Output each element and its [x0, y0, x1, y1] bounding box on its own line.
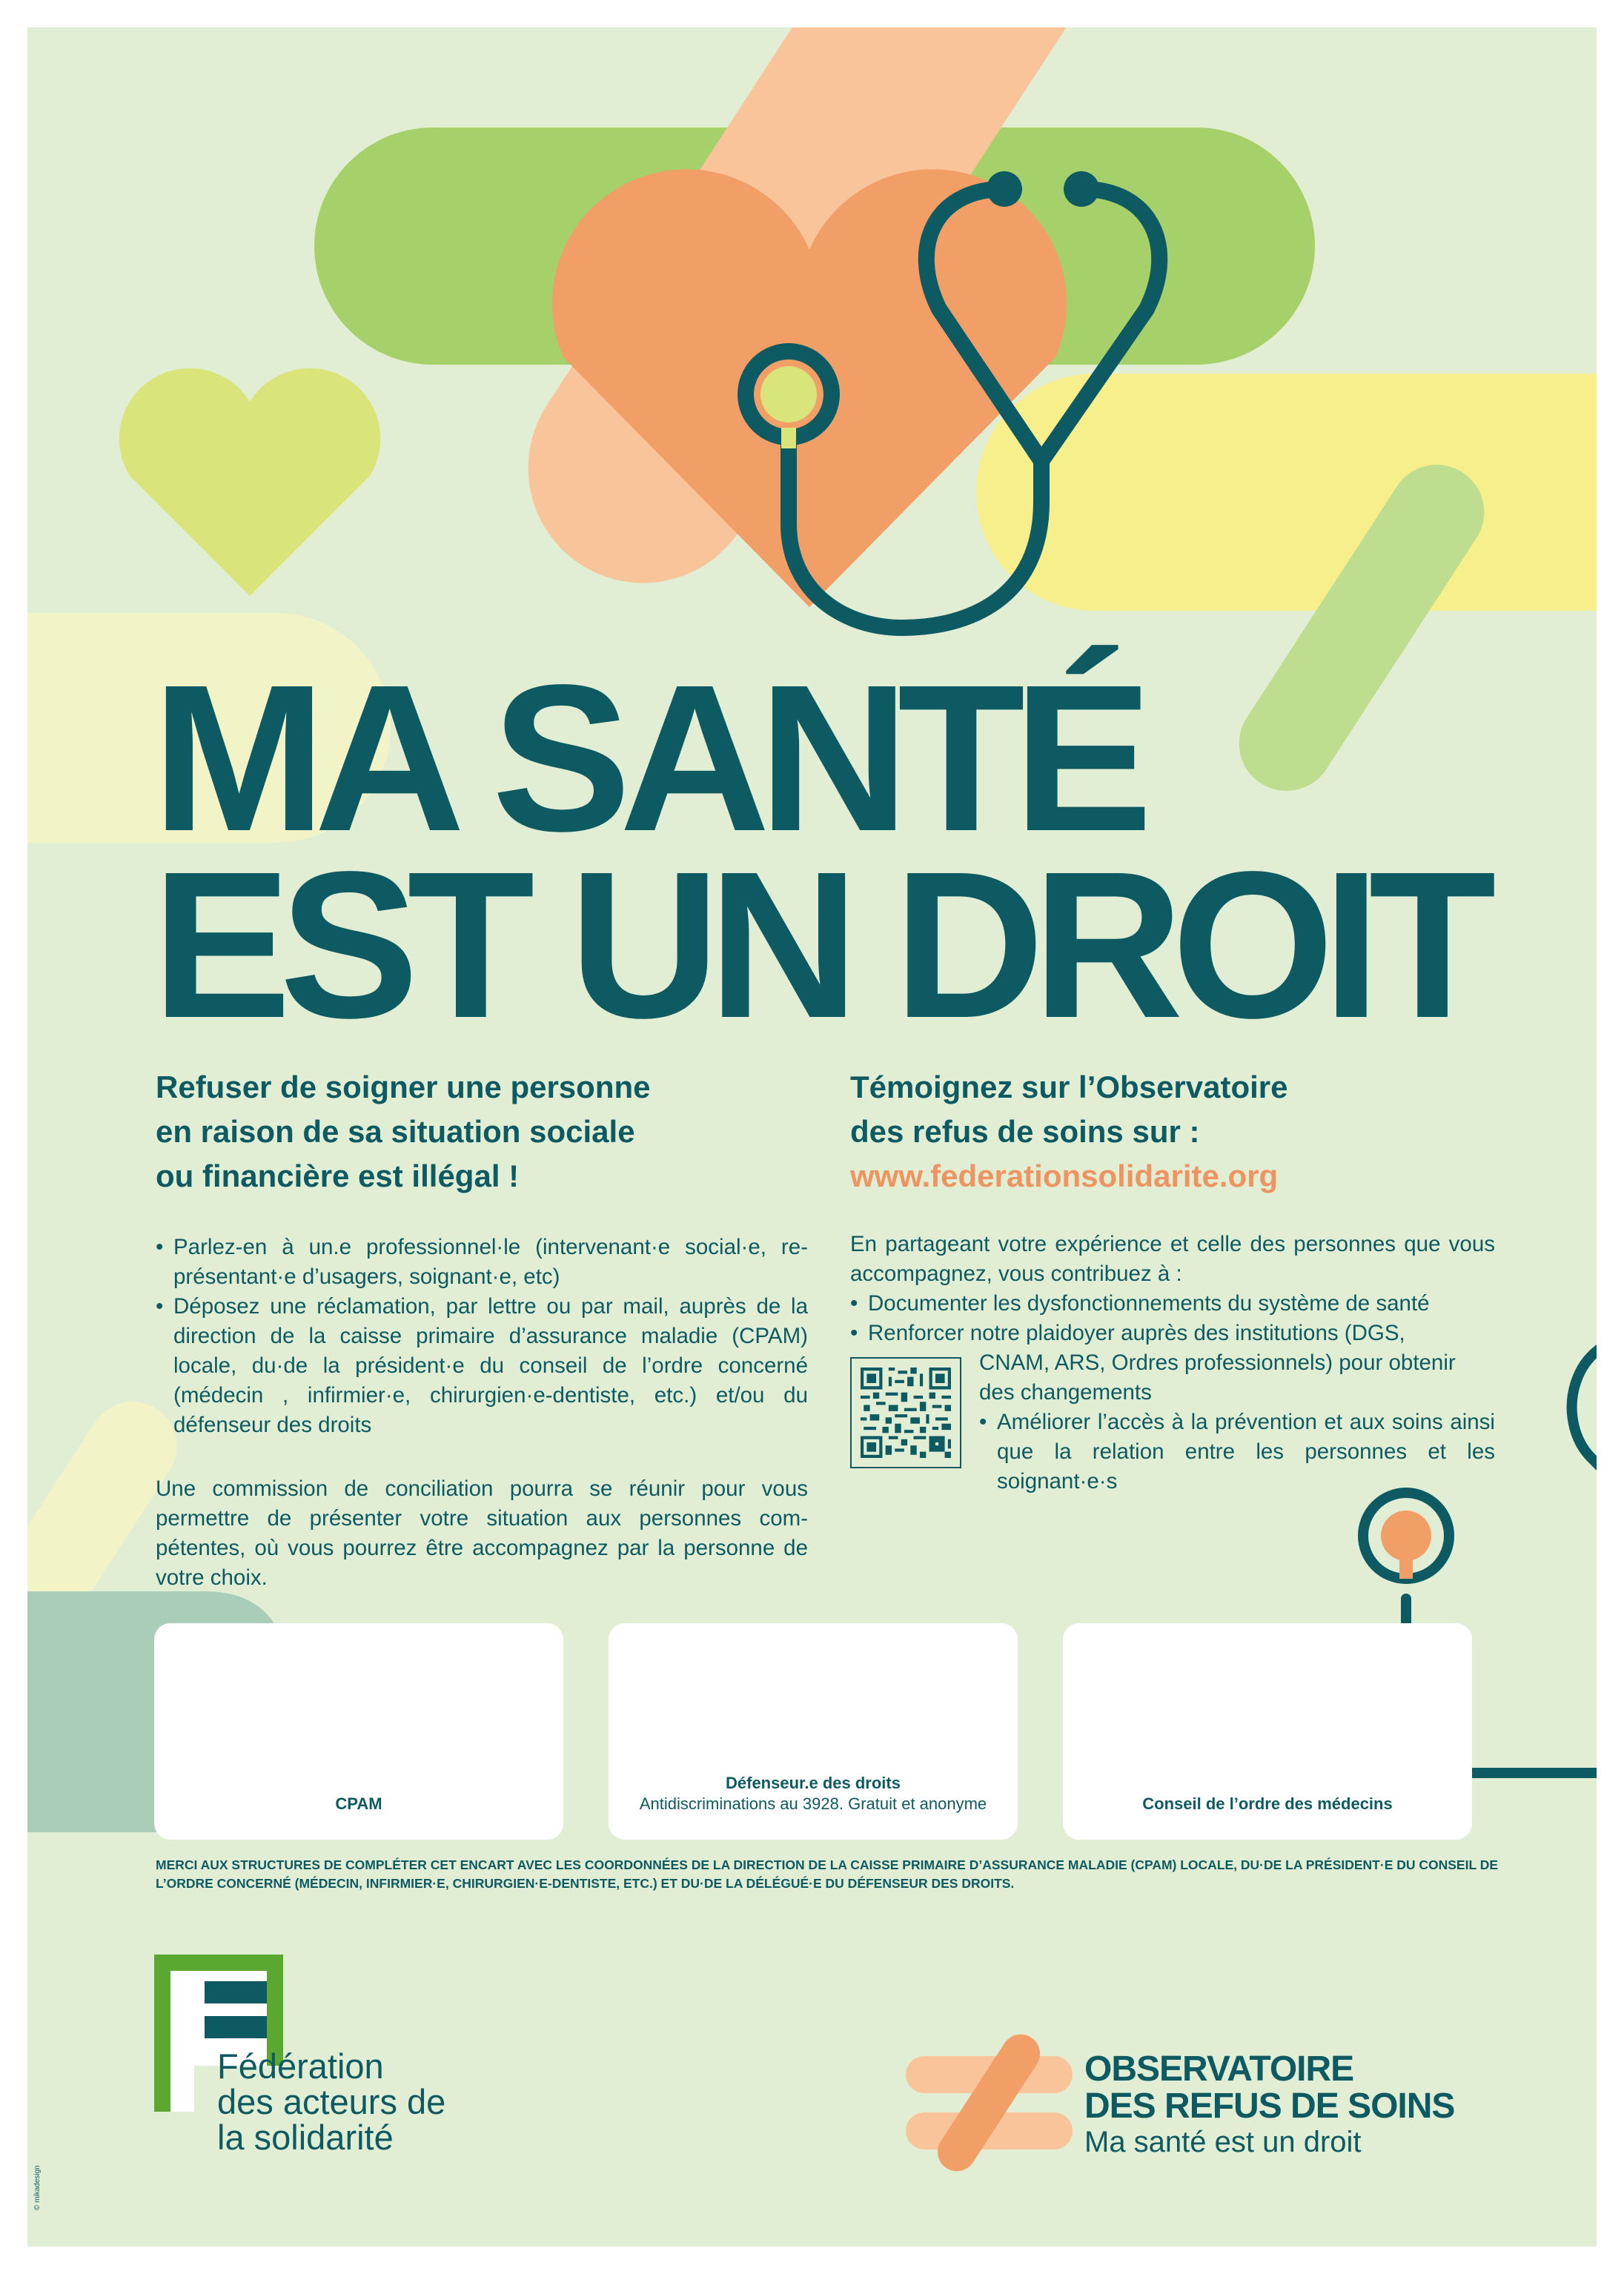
- box-title: Défenseur.e des droits: [726, 1774, 901, 1792]
- box-subtitle: Antidiscriminations au 3928. Gratuit et anonyme: [639, 1794, 987, 1813]
- observatoire-line-2: DES REFUS DE SOINS: [1084, 2086, 1455, 2126]
- list-item: • Déposez une réclamation, par lettre ou par mail, auprès de la direction de la caisse primaire d’assurance maladie (CPAM) locale, du·de la président·e du conseil de l’ordre concerné (médecin , infirmier·e, chirurgien·e-dentiste, etc.) et/ou du défenseur des droits: [156, 1292, 808, 1440]
- qr-code-graphic: [861, 1368, 951, 1458]
- observatoire-line-1: OBSERVATOIRE: [1084, 2049, 1354, 2089]
- qr-side-text: [961, 1348, 1495, 1496]
- box-title: Conseil de l’ordre des médecins: [1142, 1794, 1393, 1813]
- left-lead-line: Refuser de soigner une personne: [156, 1070, 651, 1104]
- qr-row: [850, 1348, 1495, 1496]
- federation-name-line: la solidarité: [217, 2118, 394, 2157]
- conciliation-paragraph: Une commission de conciliation pourra se réunir pour vous permettre de présenter votre situation aux personnes com-pétentes, où vous pourrez être accompagnez par la personne de votre choix.: [156, 1476, 808, 1590]
- list-item: • Améliorer l’accès à la prévention et aux soins ainsi que la relation entre les personnes et les soignant·e·s: [979, 1408, 1495, 1496]
- bullet-continuation: CNAM, ARS, Ordres professionnels) pour obtenir des changements: [979, 1350, 1456, 1405]
- headline-line-2: EST UN DROIT: [152, 828, 1485, 1061]
- left-lead-line: en raison de sa situation sociale: [156, 1114, 635, 1149]
- list-item: • Documenter les dysfonctionnements du système de santé: [850, 1289, 1495, 1319]
- website-link[interactable]: www.federationsolidarite.org: [850, 1158, 1279, 1193]
- box-caption: [1063, 1794, 1472, 1814]
- design-credit: © mikadesign: [33, 2165, 42, 2210]
- list-item: • Parlez-en à un.e professionnel·le (intervenant·e social·e, re-présentant·e d’usagers, soignant·e, etc): [156, 1233, 808, 1292]
- box-caption: [154, 1794, 563, 1814]
- box-title: CPAM: [335, 1794, 382, 1813]
- contact-box-cpam[interactable]: [154, 1623, 563, 1840]
- left-lead-line: ou financière est illégal !: [156, 1158, 520, 1193]
- right-column: [850, 1065, 1495, 1496]
- structures-note: MERCI AUX STRUCTURES DE COMPLÉTER CET ENCART AVEC LES COORDONNÉES DE LA DIRECTION DE LA CAISSE PRIMAIRE D’ASSURANCE MALADIE (CPAM) LOCALE, DU·DE LA PRÉSIDENT·E DU CONSEIL DE L’ORDRE CONCERNÉ (MÉDECIN, INFIRMIER·E, CHIRURGIEN·E-DENTISTE, ETC.) ET DU·DE LA DÉLÉGUÉ·E DU DÉFENSEUR DES DROITS.: [156, 1857, 1499, 1891]
- contact-boxes: [154, 1623, 1500, 1840]
- contact-box-ordre[interactable]: [1063, 1623, 1472, 1840]
- qr-code[interactable]: [850, 1357, 961, 1468]
- left-column: [156, 1065, 808, 1593]
- right-lead-line: Témoignez sur l’Observatoire: [850, 1070, 1288, 1104]
- box-caption: [609, 1773, 1018, 1814]
- federation-name: [217, 2046, 446, 2157]
- left-lead: [156, 1065, 808, 1199]
- observatoire-name: [1084, 2051, 1454, 2159]
- headline-line-1: MA SANTÉ: [152, 641, 1141, 875]
- poster: [27, 27, 1597, 2247]
- observatoire-logo: [906, 2025, 1076, 2181]
- right-intro: En partageant votre expérience et celle des personnes que vous accompagnez, vous contribuez à :: [850, 1232, 1495, 1286]
- heart-icon-small: [119, 368, 380, 596]
- federation-name-line: des acteurs de: [217, 2082, 446, 2121]
- headline: [152, 641, 1485, 1061]
- observatoire-tagline: Ma santé est un droit: [1084, 2126, 1362, 2158]
- right-lead-line: des refus de soins sur :: [850, 1114, 1200, 1149]
- list-item: • Renforcer notre plaidoyer auprès des institutions (DGS,: [850, 1319, 1495, 1348]
- contact-box-defenseur[interactable]: [609, 1623, 1018, 1840]
- federation-name-line: Fédération: [217, 2046, 384, 2086]
- left-bullet-list: [156, 1233, 808, 1440]
- right-bullet-list: [850, 1289, 1495, 1348]
- right-lead: [850, 1065, 1495, 1199]
